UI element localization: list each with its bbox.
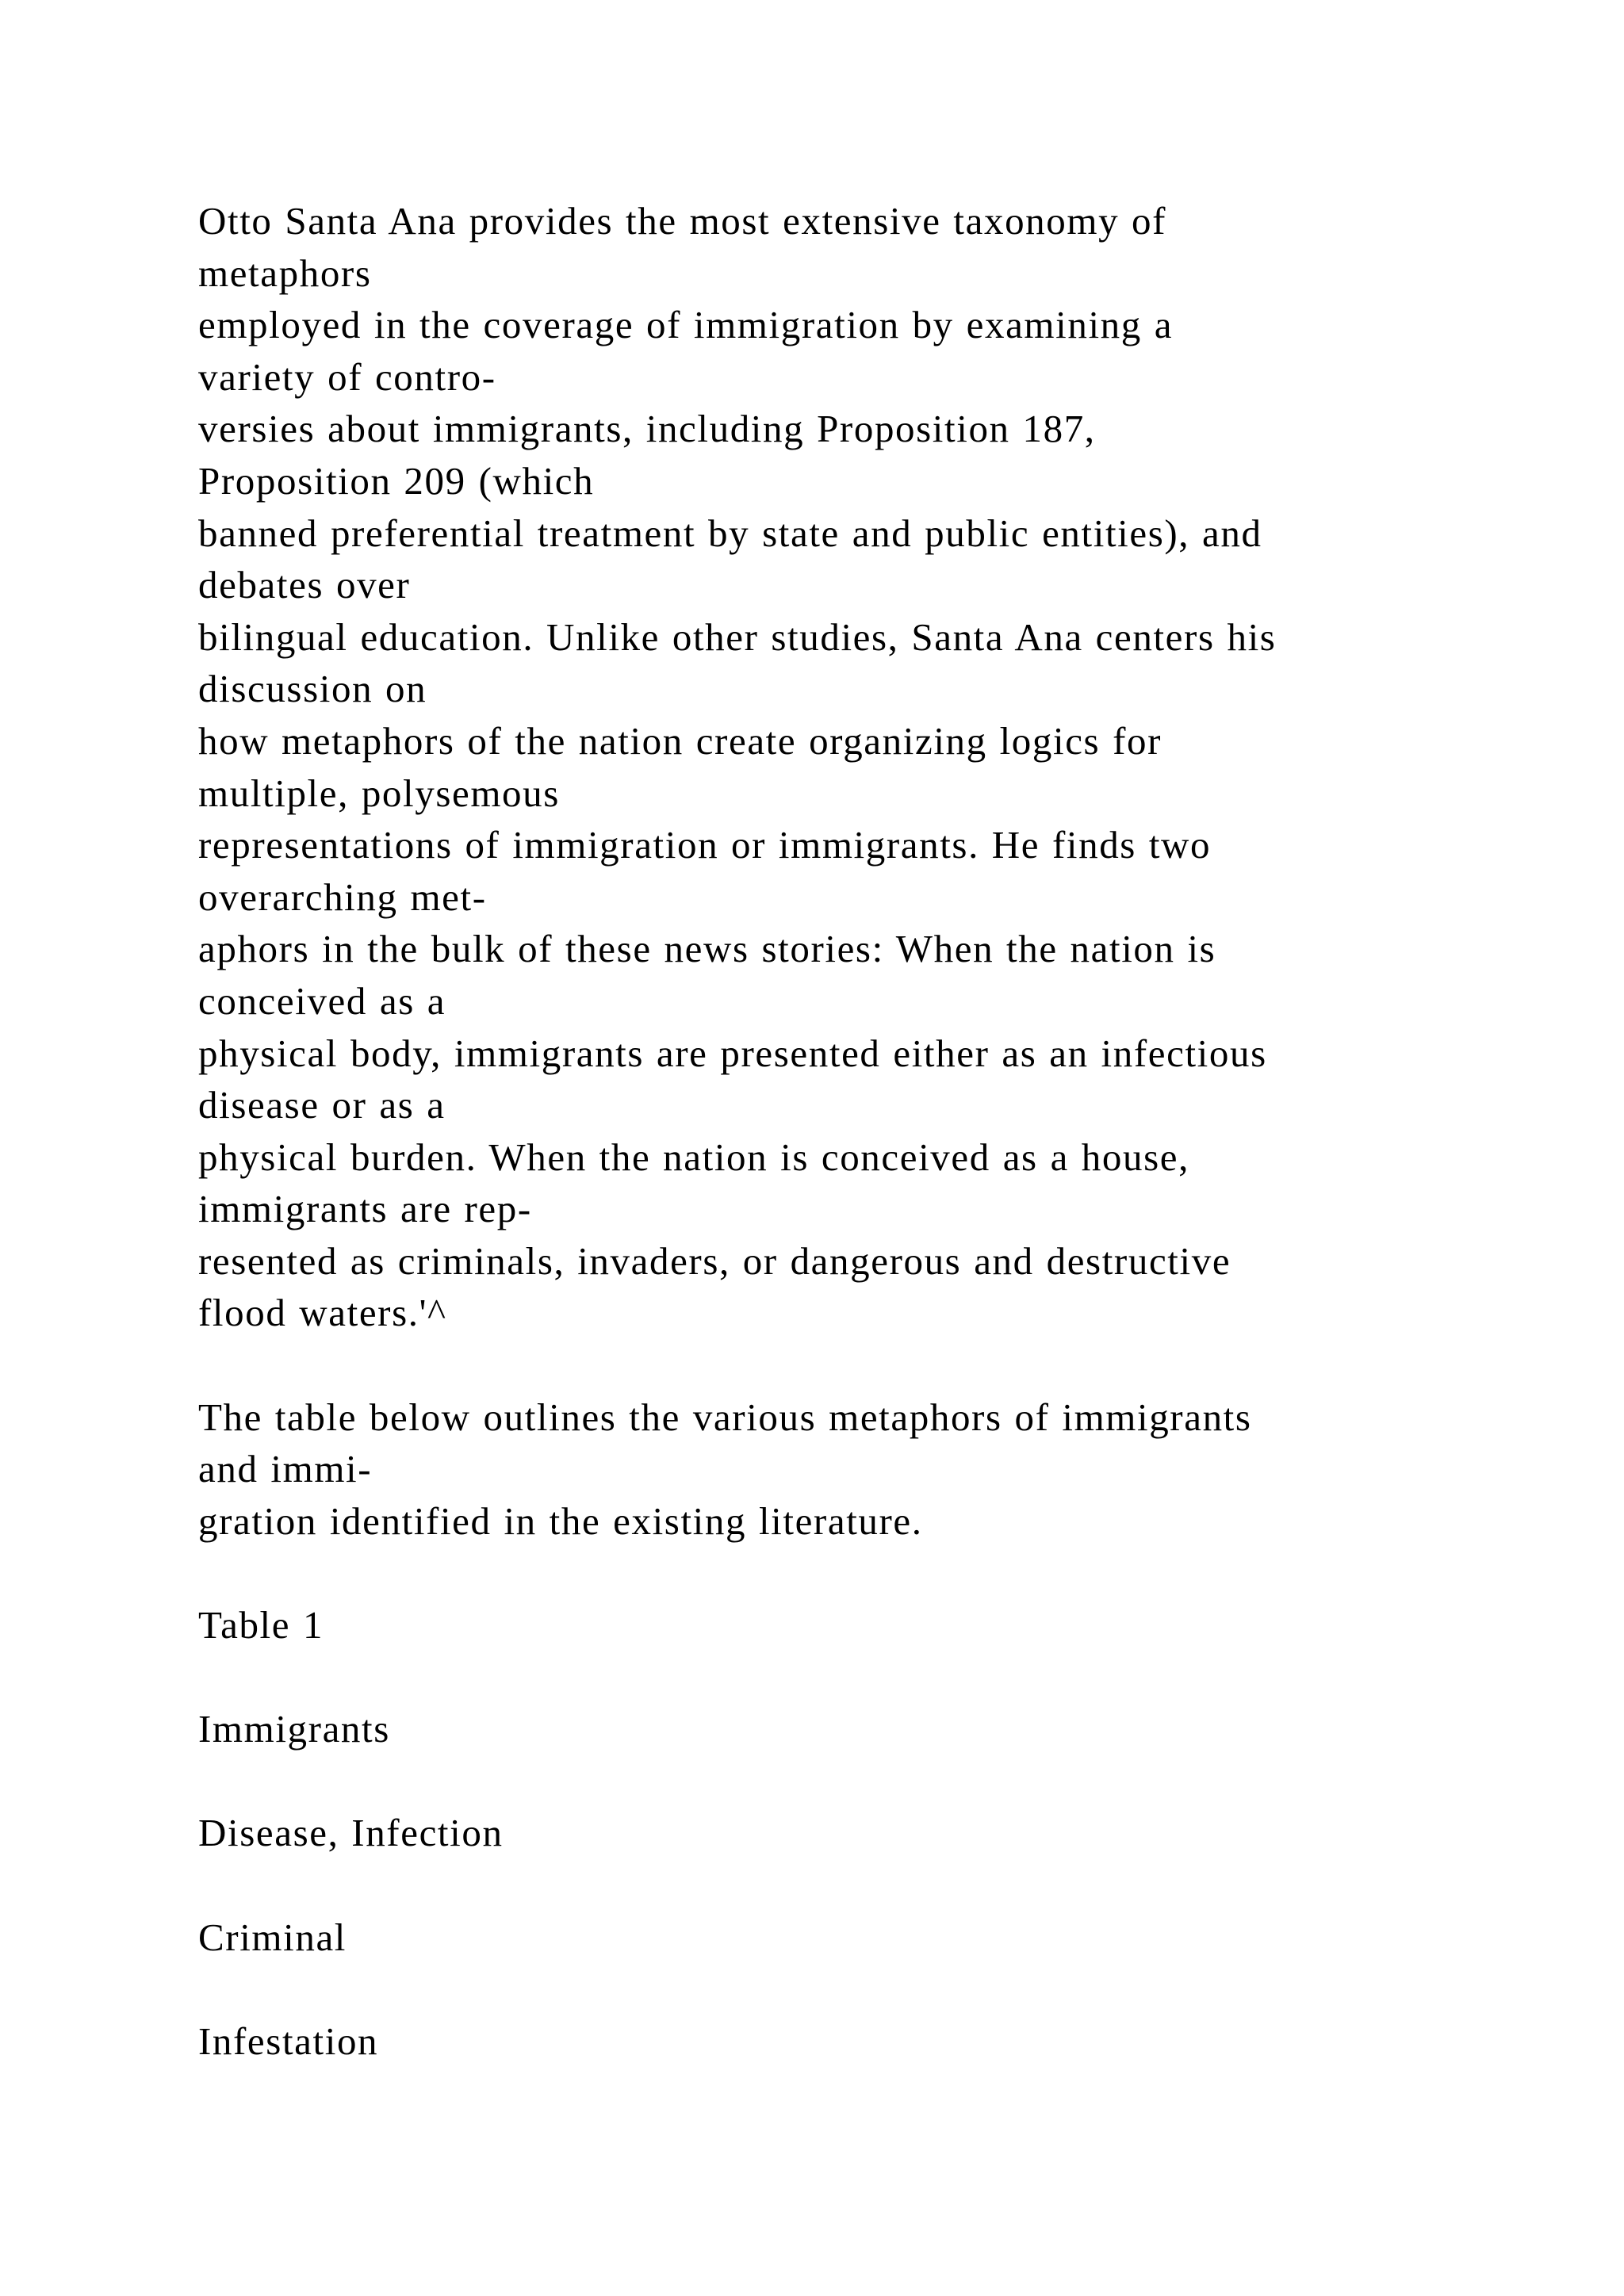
paragraph-1 (198, 195, 1483, 1339)
table-item-criminal: Criminal (198, 1915, 347, 1959)
table-item-disease-infection: Disease, Infection (198, 1811, 504, 1855)
table-item-immigrants: Immigrants (198, 1707, 390, 1751)
text-line: Otto Santa Ana provides the most extensive taxonomy of (198, 199, 1167, 243)
text-line: employed in the coverage of immigration by examining a (198, 303, 1174, 347)
paragraph-gap (198, 1859, 1483, 1911)
text-line: conceived as a (198, 978, 446, 1023)
text-line: Proposition 209 (which (198, 458, 595, 503)
text-line: multiple, polysemous (198, 771, 560, 815)
text-line: flood waters.'^ (198, 1291, 447, 1335)
text-line: and immi- (198, 1447, 373, 1491)
text-line: gration identified in the existing literature. (198, 1498, 923, 1543)
text-line: variety of contro- (198, 354, 496, 399)
text-line: physical burden. When the nation is conceived as a house, (198, 1135, 1189, 1179)
text-line: disease or as a (198, 1083, 446, 1127)
table-item-infestation: Infestation (198, 2019, 379, 2063)
text-line: The table below outlines the various metaphors of immigrants (198, 1395, 1252, 1439)
table-title: Table 1 (198, 1603, 324, 1647)
text-line: resented as criminals, invaders, or dangerous and destructive (198, 1238, 1231, 1283)
paragraph-gap (198, 1547, 1483, 1599)
text-line: physical body, immigrants are presented either as an infectious (198, 1031, 1267, 1075)
paragraph-2 (198, 1391, 1483, 1548)
text-line: aphors in the bulk of these news stories: When the nation is (198, 927, 1216, 971)
text-line: versies about immigrants, including Proposition 187, (198, 407, 1096, 451)
text-line: banned preferential treatment by state and public entities), and (198, 511, 1262, 555)
paragraph-gap (198, 1651, 1483, 1704)
text-line: immigrants are rep- (198, 1187, 532, 1231)
text-line: metaphors (198, 251, 372, 295)
text-line: discussion on (198, 667, 427, 711)
paragraph-gap (198, 1755, 1483, 1808)
text-line: how metaphors of the nation create organizing logics for (198, 718, 1162, 763)
paragraph-gap (198, 1963, 1483, 2015)
document-body (198, 195, 1483, 2067)
text-line: debates over (198, 563, 411, 607)
text-line: overarching met- (198, 874, 487, 919)
paragraph-gap (198, 1339, 1483, 1391)
text-line: bilingual education. Unlike other studies, Santa Ana centers his (198, 614, 1277, 659)
text-line: representations of immigration or immigrants. He finds two (198, 823, 1212, 867)
